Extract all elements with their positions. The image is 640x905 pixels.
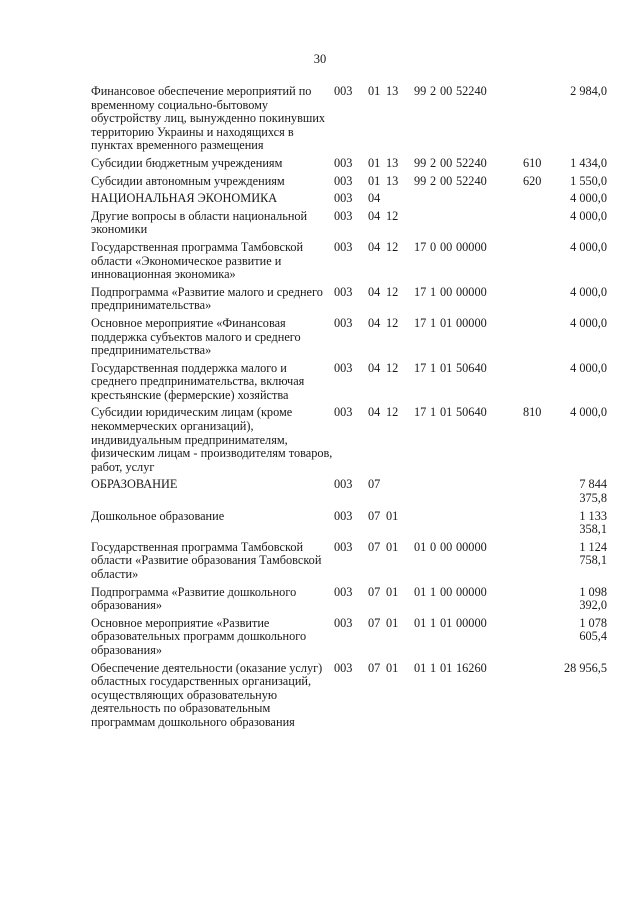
target-article-part: 00000 — [456, 239, 487, 254]
ministry-code: 003 — [334, 315, 353, 330]
subsection-code: 13 — [386, 84, 399, 98]
ministry-code: 003 — [334, 208, 353, 223]
target-article-part: 99 — [414, 173, 427, 188]
target-article-part: 00 — [440, 84, 453, 98]
target-article-part: 99 — [414, 84, 427, 98]
subsection-code: 01 — [386, 660, 399, 675]
target-article-code — [414, 477, 523, 508]
target-article-code — [414, 585, 523, 616]
subsection-code: 01 — [386, 584, 399, 599]
target-article-part: 52240 — [456, 155, 487, 170]
ministry-code: 003 — [334, 405, 353, 420]
section-code: 07 — [368, 584, 381, 599]
target-article-part: 1 — [430, 405, 437, 420]
target-article-part: 50640 — [456, 405, 487, 420]
item-name: Другие вопросы в области национальной экономики — [91, 208, 308, 237]
amount: 4 000,0 — [570, 360, 607, 375]
section-code: 01 — [368, 84, 381, 98]
expense-type-code — [523, 661, 551, 733]
amount: 1 550,0 — [570, 173, 607, 188]
expense-type-code — [523, 316, 551, 361]
target-article-code — [414, 84, 523, 156]
subsection-code: 12 — [386, 315, 399, 330]
amount: 1 124 758,1 — [579, 539, 607, 568]
table-row — [91, 240, 607, 285]
target-article-code — [414, 316, 523, 361]
expense-type-code — [523, 240, 551, 285]
section-code: 07 — [368, 615, 381, 630]
target-article-part: 17 — [414, 405, 427, 420]
expense-type-code — [523, 616, 551, 661]
ministry-code: 003 — [334, 584, 353, 599]
target-article-part: 2 — [430, 155, 437, 170]
target-article-part: 00000 — [456, 284, 487, 299]
ministry-code: 003 — [334, 508, 353, 523]
target-article-part: 00 — [440, 284, 453, 299]
item-name: Дошкольное образование — [91, 508, 225, 523]
ministry-code: 003 — [334, 615, 353, 630]
expense-type-code — [523, 585, 551, 616]
target-article-code — [414, 616, 523, 661]
ministry-code: 003 — [334, 84, 353, 98]
target-article-code — [414, 361, 523, 406]
table-row — [91, 316, 607, 361]
expense-type-code — [523, 509, 551, 540]
section-code: 04 — [368, 239, 381, 254]
item-name: Основное мероприятие «Финансовая поддержка субъектов малого и среднего предпринимательства» — [91, 315, 301, 358]
target-article-code — [414, 174, 523, 192]
target-article-part: 00000 — [456, 539, 487, 554]
section-code: 04 — [368, 191, 381, 206]
expense-type-code: 610 — [523, 155, 542, 170]
target-article-code — [414, 405, 523, 477]
budget-table — [91, 84, 607, 733]
target-article-part: 1 — [430, 584, 437, 599]
target-article-part: 2 — [430, 173, 437, 188]
target-article-part: 17 — [414, 315, 427, 330]
subsection-code: 12 — [386, 284, 399, 299]
target-article-part: 01 — [440, 660, 453, 675]
subsection-code: 12 — [386, 239, 399, 254]
ministry-code: 003 — [334, 191, 353, 206]
target-article-part: 00 — [440, 584, 453, 599]
table-row — [91, 477, 607, 508]
expense-type-code — [523, 361, 551, 406]
section-code: 01 — [368, 155, 381, 170]
section-code: 07 — [368, 477, 381, 492]
ministry-code: 003 — [334, 155, 353, 170]
table-row — [91, 509, 607, 540]
target-article-part: 50640 — [456, 360, 487, 375]
item-name: Субсидии юридическим лицам (кроме некоммерческих организаций), индивидуальным предпринимателям, физическим лицам - производителям товаров, работ, услуг — [91, 405, 333, 474]
table-row — [91, 405, 607, 477]
subsection-code: 01 — [386, 539, 399, 554]
target-article-part: 0 — [430, 539, 437, 554]
target-article-part: 17 — [414, 239, 427, 254]
ministry-code: 003 — [334, 284, 353, 299]
item-name: Субсидии бюджетным учреждениям — [91, 155, 283, 170]
table-row — [91, 585, 607, 616]
table-row — [91, 661, 607, 733]
target-article-part: 01 — [440, 360, 453, 375]
subsection-code: 12 — [386, 405, 399, 420]
target-article-part: 17 — [414, 284, 427, 299]
item-name: Подпрограмма «Развитие малого и среднего предпринимательства» — [91, 284, 323, 313]
target-article-part: 1 — [430, 284, 437, 299]
section-code: 04 — [368, 360, 381, 375]
target-article-part: 52240 — [456, 173, 487, 188]
item-name: Государственная программа Тамбовской области «Развитие образования Тамбовской области» — [91, 539, 322, 581]
target-article-code — [414, 156, 523, 174]
target-article-part: 17 — [414, 360, 427, 375]
section-code: 04 — [368, 284, 381, 299]
target-article-part: 01 — [440, 405, 453, 420]
page-number: 30 — [313, 52, 327, 66]
target-article-code — [414, 661, 523, 733]
subsection-code: 13 — [386, 155, 399, 170]
amount: 1 133 358,1 — [579, 508, 607, 537]
section-code: 04 — [368, 208, 381, 223]
amount: 7 844 375,8 — [579, 477, 607, 506]
target-article-part: 00 — [440, 539, 453, 554]
table-row — [91, 191, 607, 209]
target-article-part: 01 — [440, 615, 453, 630]
ministry-code: 003 — [334, 477, 353, 492]
amount: 4 000,0 — [570, 315, 607, 330]
expense-type-code — [523, 191, 551, 209]
subsection-code: 12 — [386, 208, 399, 223]
ministry-code: 003 — [334, 173, 353, 188]
table-row — [91, 616, 607, 661]
section-code: 01 — [368, 173, 381, 188]
section-code: 07 — [368, 508, 381, 523]
target-article-part: 01 — [414, 584, 427, 599]
expense-type-code — [523, 477, 551, 508]
target-article-part: 00 — [440, 173, 453, 188]
ministry-code: 003 — [334, 660, 353, 675]
section-code: 07 — [368, 660, 381, 675]
target-article-code — [414, 209, 523, 240]
target-article-part: 16260 — [456, 660, 487, 675]
ministry-code: 003 — [334, 239, 353, 254]
target-article-code — [414, 540, 523, 585]
item-name: Подпрограмма «Развитие дошкольного образования» — [91, 584, 297, 613]
item-name: НАЦИОНАЛЬНАЯ ЭКОНОМИКА — [91, 191, 278, 206]
amount: 4 000,0 — [570, 208, 607, 223]
amount: 1 434,0 — [570, 155, 607, 170]
target-article-code — [414, 191, 523, 209]
target-article-part: 01 — [414, 615, 427, 630]
amount: 28 956,5 — [563, 660, 607, 675]
item-name: Государственная поддержка малого и среднего предпринимательства, включая крестьянские (фермерские) хозяйства — [91, 360, 305, 402]
subsection-code: 01 — [386, 508, 399, 523]
target-article-part: 00 — [440, 239, 453, 254]
subsection-code: 12 — [386, 360, 399, 375]
target-article-part: 01 — [414, 660, 427, 675]
table-row — [91, 174, 607, 192]
table-row — [91, 540, 607, 585]
target-article-part: 1 — [430, 315, 437, 330]
item-name: ОБРАЗОВАНИЕ — [91, 477, 178, 492]
amount: 2 984,0 — [570, 84, 607, 98]
table-row — [91, 285, 607, 316]
section-code: 04 — [368, 315, 381, 330]
table-row — [91, 361, 607, 406]
expense-type-code — [523, 285, 551, 316]
target-article-part: 1 — [430, 660, 437, 675]
target-article-part: 2 — [430, 84, 437, 98]
amount: 1 098 392,0 — [579, 584, 607, 613]
target-article-part: 01 — [440, 315, 453, 330]
target-article-code — [414, 240, 523, 285]
expense-type-code: 620 — [523, 173, 542, 188]
amount: 4 000,0 — [570, 191, 607, 206]
subsection-code: 13 — [386, 173, 399, 188]
item-name: Субсидии автономным учреждениям — [91, 173, 285, 188]
amount: 4 000,0 — [570, 239, 607, 254]
table-row — [91, 209, 607, 240]
target-article-part: 00000 — [456, 315, 487, 330]
target-article-part: 01 — [414, 539, 427, 554]
expense-type-code — [523, 540, 551, 585]
subsection-code: 01 — [386, 615, 399, 630]
table-row — [91, 84, 607, 156]
expense-type-code — [523, 209, 551, 240]
amount: 1 078 605,4 — [579, 615, 607, 644]
target-article-code — [414, 285, 523, 316]
expense-type-code — [523, 84, 551, 156]
target-article-part: 00 — [440, 155, 453, 170]
subsection-code — [386, 477, 414, 508]
item-name: Финансовое обеспечение мероприятий по временному социально-бытовому обустройству лиц, вынужденно покинувших территорию Украины и находящихся в пунктах временного размещения — [91, 84, 326, 153]
ministry-code: 003 — [334, 360, 353, 375]
table-row — [91, 156, 607, 174]
item-name: Основное мероприятие «Развитие образовательных программ дошкольного образования» — [91, 615, 307, 657]
target-article-part: 1 — [430, 360, 437, 375]
budget-table-body — [91, 84, 607, 733]
amount: 4 000,0 — [570, 405, 607, 420]
target-article-part: 00000 — [456, 615, 487, 630]
target-article-part: 00000 — [456, 584, 487, 599]
target-article-code — [414, 509, 523, 540]
target-article-part: 52240 — [456, 84, 487, 98]
target-article-part: 0 — [430, 239, 437, 254]
section-code: 04 — [368, 405, 381, 420]
amount: 4 000,0 — [570, 284, 607, 299]
item-name: Государственная программа Тамбовской области «Экономическое развитие и инновационная экономика» — [91, 239, 304, 282]
expense-type-code: 810 — [523, 405, 542, 420]
subsection-code — [386, 191, 414, 209]
target-article-part: 99 — [414, 155, 427, 170]
ministry-code: 003 — [334, 539, 353, 554]
target-article-part: 1 — [430, 615, 437, 630]
item-name: Обеспечение деятельности (оказание услуг) областных государственных организаций, осуществляющих образовательную деятельность по образовательным программам дошкольного образования — [91, 660, 323, 729]
section-code: 07 — [368, 539, 381, 554]
